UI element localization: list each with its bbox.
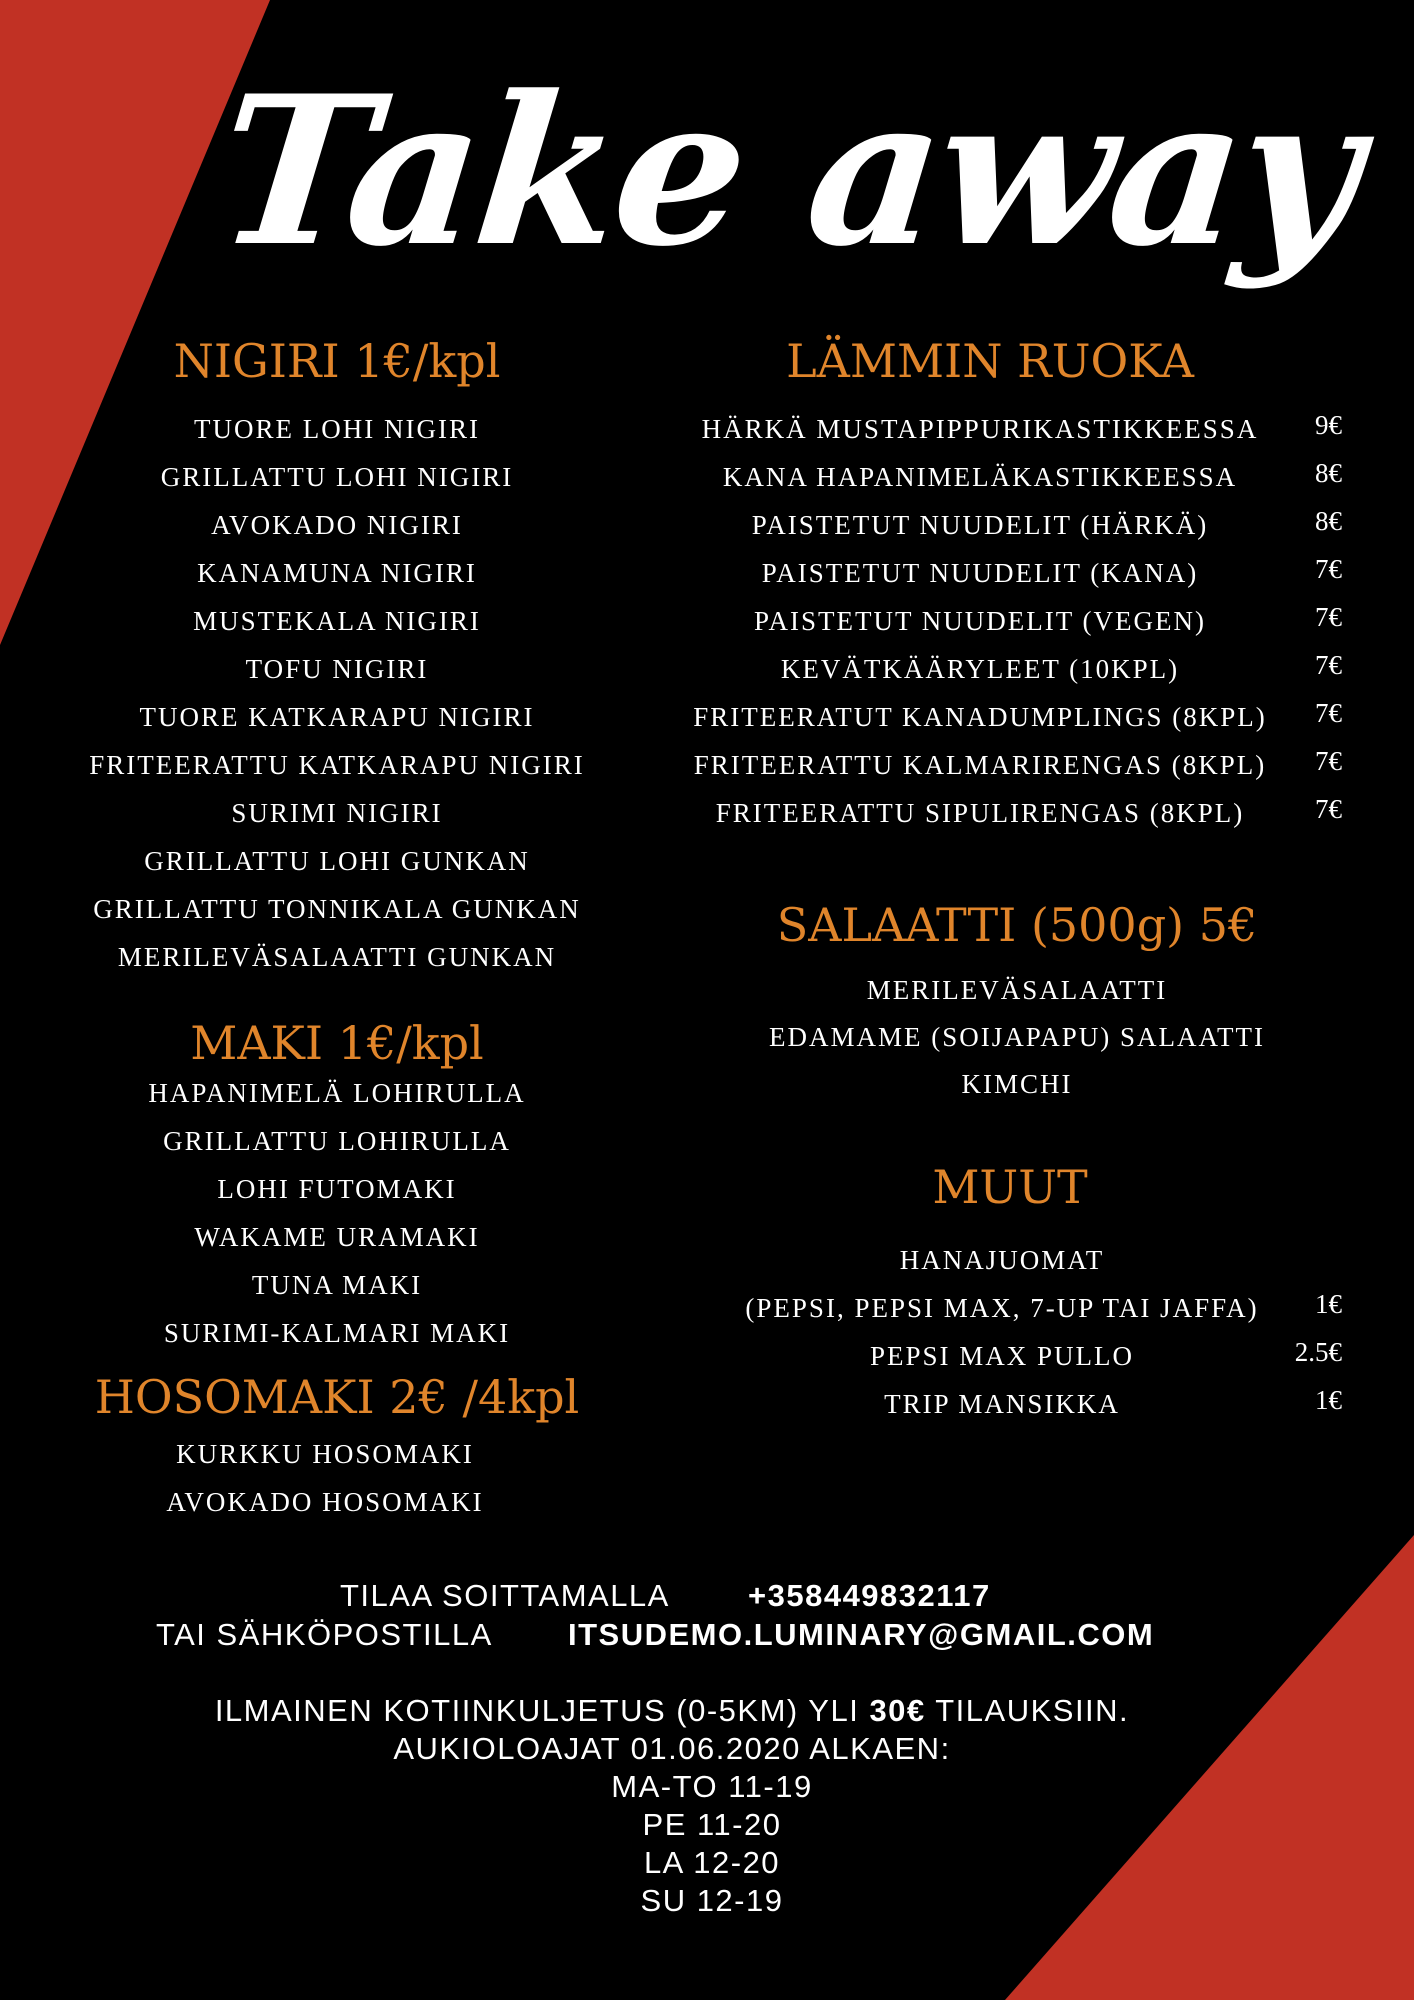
muut-item-price: 2.5€ (1294, 1337, 1342, 1367)
delivery-text-post: TILAUKSIIN. (925, 1693, 1130, 1728)
order-phone-number[interactable]: +358449832117 (748, 1578, 991, 1613)
lammin-ruoka-item-name: PAISTETUT NUUDELIT (VEGEN) (754, 606, 1206, 636)
nigiri-item: GRILLATTU TONNIKALA GUNKAN (93, 894, 581, 924)
maki-heading: MAKI 1€/kpl (190, 1016, 484, 1070)
maki-item: LOHI FUTOMAKI (217, 1174, 457, 1204)
lammin-ruoka-item-name: FRITEERATTU SIPULIRENGAS (8KPL) (715, 798, 1245, 828)
lammin-ruoka-heading: LÄMMIN RUOKA (786, 334, 1194, 388)
bottom-right-red-triangle (1005, 1535, 1414, 2000)
lammin-ruoka-item-price: 7€ (1315, 554, 1342, 584)
hosomaki-heading: HOSOMAKI 2€ /4kpl (94, 1370, 580, 1424)
delivery-text-pre: ILMAINEN KOTIINKULJETUS (0-5KM) YLI (214, 1693, 870, 1728)
nigiri-item: SURIMI NIGIRI (231, 798, 443, 828)
delivery-info (215, 1695, 1129, 1726)
hosomaki-item: KURKKU HOSOMAKI (176, 1439, 474, 1469)
muut-item-name: (PEPSI, PEPSI MAX, 7-UP TAI JAFFA) (745, 1293, 1259, 1323)
maki-item: TUNA MAKI (251, 1270, 423, 1300)
opening-hours-line: MA-TO 11-19 (611, 1769, 813, 1804)
nigiri-item: TUORE KATKARAPU NIGIRI (139, 702, 535, 732)
salaatti-item: MERILEVÄSALAATTI (866, 975, 1168, 1005)
maki-item: HAPANIMELÄ LOHIRULLA (148, 1078, 526, 1108)
muut-item-price: 1€ (1315, 1289, 1342, 1319)
muut-item-name: TRIP MANSIKKA (884, 1389, 1120, 1419)
opening-hours-line: PE 11-20 (642, 1807, 782, 1842)
salaatti-heading: SALAATTI (500g) 5€ (776, 898, 1258, 952)
nigiri-heading: NIGIRI 1€/kpl (173, 334, 501, 388)
salaatti-item: KIMCHI (961, 1069, 1073, 1099)
nigiri-item: MERILEVÄSALAATTI GUNKAN (117, 942, 557, 972)
nigiri-item: GRILLATTU LOHI GUNKAN (144, 846, 530, 876)
opening-hours-line: SU 12-19 (640, 1883, 784, 1918)
delivery-amount: 30€ (869, 1693, 926, 1728)
opening-hours-title: AUKIOLOAJAT 01.06.2020 ALKAEN: (393, 1731, 951, 1766)
nigiri-item: TOFU NIGIRI (245, 654, 429, 684)
lammin-ruoka-item-name: KANA HAPANIMELÄKASTIKKEESSA (722, 462, 1238, 492)
hosomaki-item: AVOKADO HOSOMAKI (166, 1487, 484, 1517)
order-email-label: TAI SÄHKÖPOSTILLA (156, 1617, 493, 1652)
lammin-ruoka-item-price: 9€ (1315, 410, 1342, 440)
lammin-ruoka-item-name: FRITEERATUT KANADUMPLINGS (8KPL) (693, 702, 1267, 732)
maki-item: SURIMI-KALMARI MAKI (163, 1318, 511, 1348)
lammin-ruoka-item-name: FRITEERATTU KALMARIRENGAS (8KPL) (693, 750, 1267, 780)
lammin-ruoka-item-name: KEVÄTKÄÄRYLEET (10KPL) (780, 654, 1180, 684)
lammin-ruoka-item-price: 8€ (1315, 506, 1342, 536)
order-email-address[interactable]: ITSUDEMO.LUMINARY@GMAIL.COM (568, 1617, 1155, 1652)
nigiri-item: GRILLATTU LOHI NIGIRI (160, 462, 514, 492)
muut-item-price: 1€ (1315, 1385, 1342, 1415)
lammin-ruoka-item-name: PAISTETUT NUUDELIT (KANA) (761, 558, 1199, 588)
lammin-ruoka-item-name: HÄRKÄ MUSTAPIPPURIKASTIKKEESSA (701, 414, 1259, 444)
lammin-ruoka-item-name: PAISTETUT NUUDELIT (HÄRKÄ) (751, 510, 1209, 540)
lammin-ruoka-item-price: 7€ (1315, 746, 1342, 776)
nigiri-item: FRITEERATTU KATKARAPU NIGIRI (89, 750, 585, 780)
lammin-ruoka-item-price: 7€ (1315, 698, 1342, 728)
muut-heading: MUUT (932, 1160, 1088, 1214)
order-phone-label: TILAA SOITTAMALLA (340, 1578, 670, 1613)
muut-item-name: PEPSI MAX PULLO (869, 1341, 1135, 1371)
nigiri-item: AVOKADO NIGIRI (211, 510, 463, 540)
lammin-ruoka-item-price: 7€ (1315, 602, 1342, 632)
lammin-ruoka-item-price: 8€ (1315, 458, 1342, 488)
maki-item: WAKAME URAMAKI (194, 1222, 480, 1252)
page-title: Take away (207, 52, 1368, 292)
muut-item-name: HANAJUOMAT (899, 1245, 1105, 1275)
nigiri-item: KANAMUNA NIGIRI (197, 558, 477, 588)
salaatti-item: EDAMAME (SOIJAPAPU) SALAATTI (768, 1022, 1266, 1052)
maki-item: GRILLATTU LOHIRULLA (163, 1126, 511, 1156)
nigiri-item: TUORE LOHI NIGIRI (194, 414, 480, 444)
lammin-ruoka-item-price: 7€ (1315, 650, 1342, 680)
nigiri-item: MUSTEKALA NIGIRI (193, 606, 481, 636)
opening-hours-line: LA 12-20 (643, 1845, 781, 1880)
lammin-ruoka-item-price: 7€ (1315, 794, 1342, 824)
